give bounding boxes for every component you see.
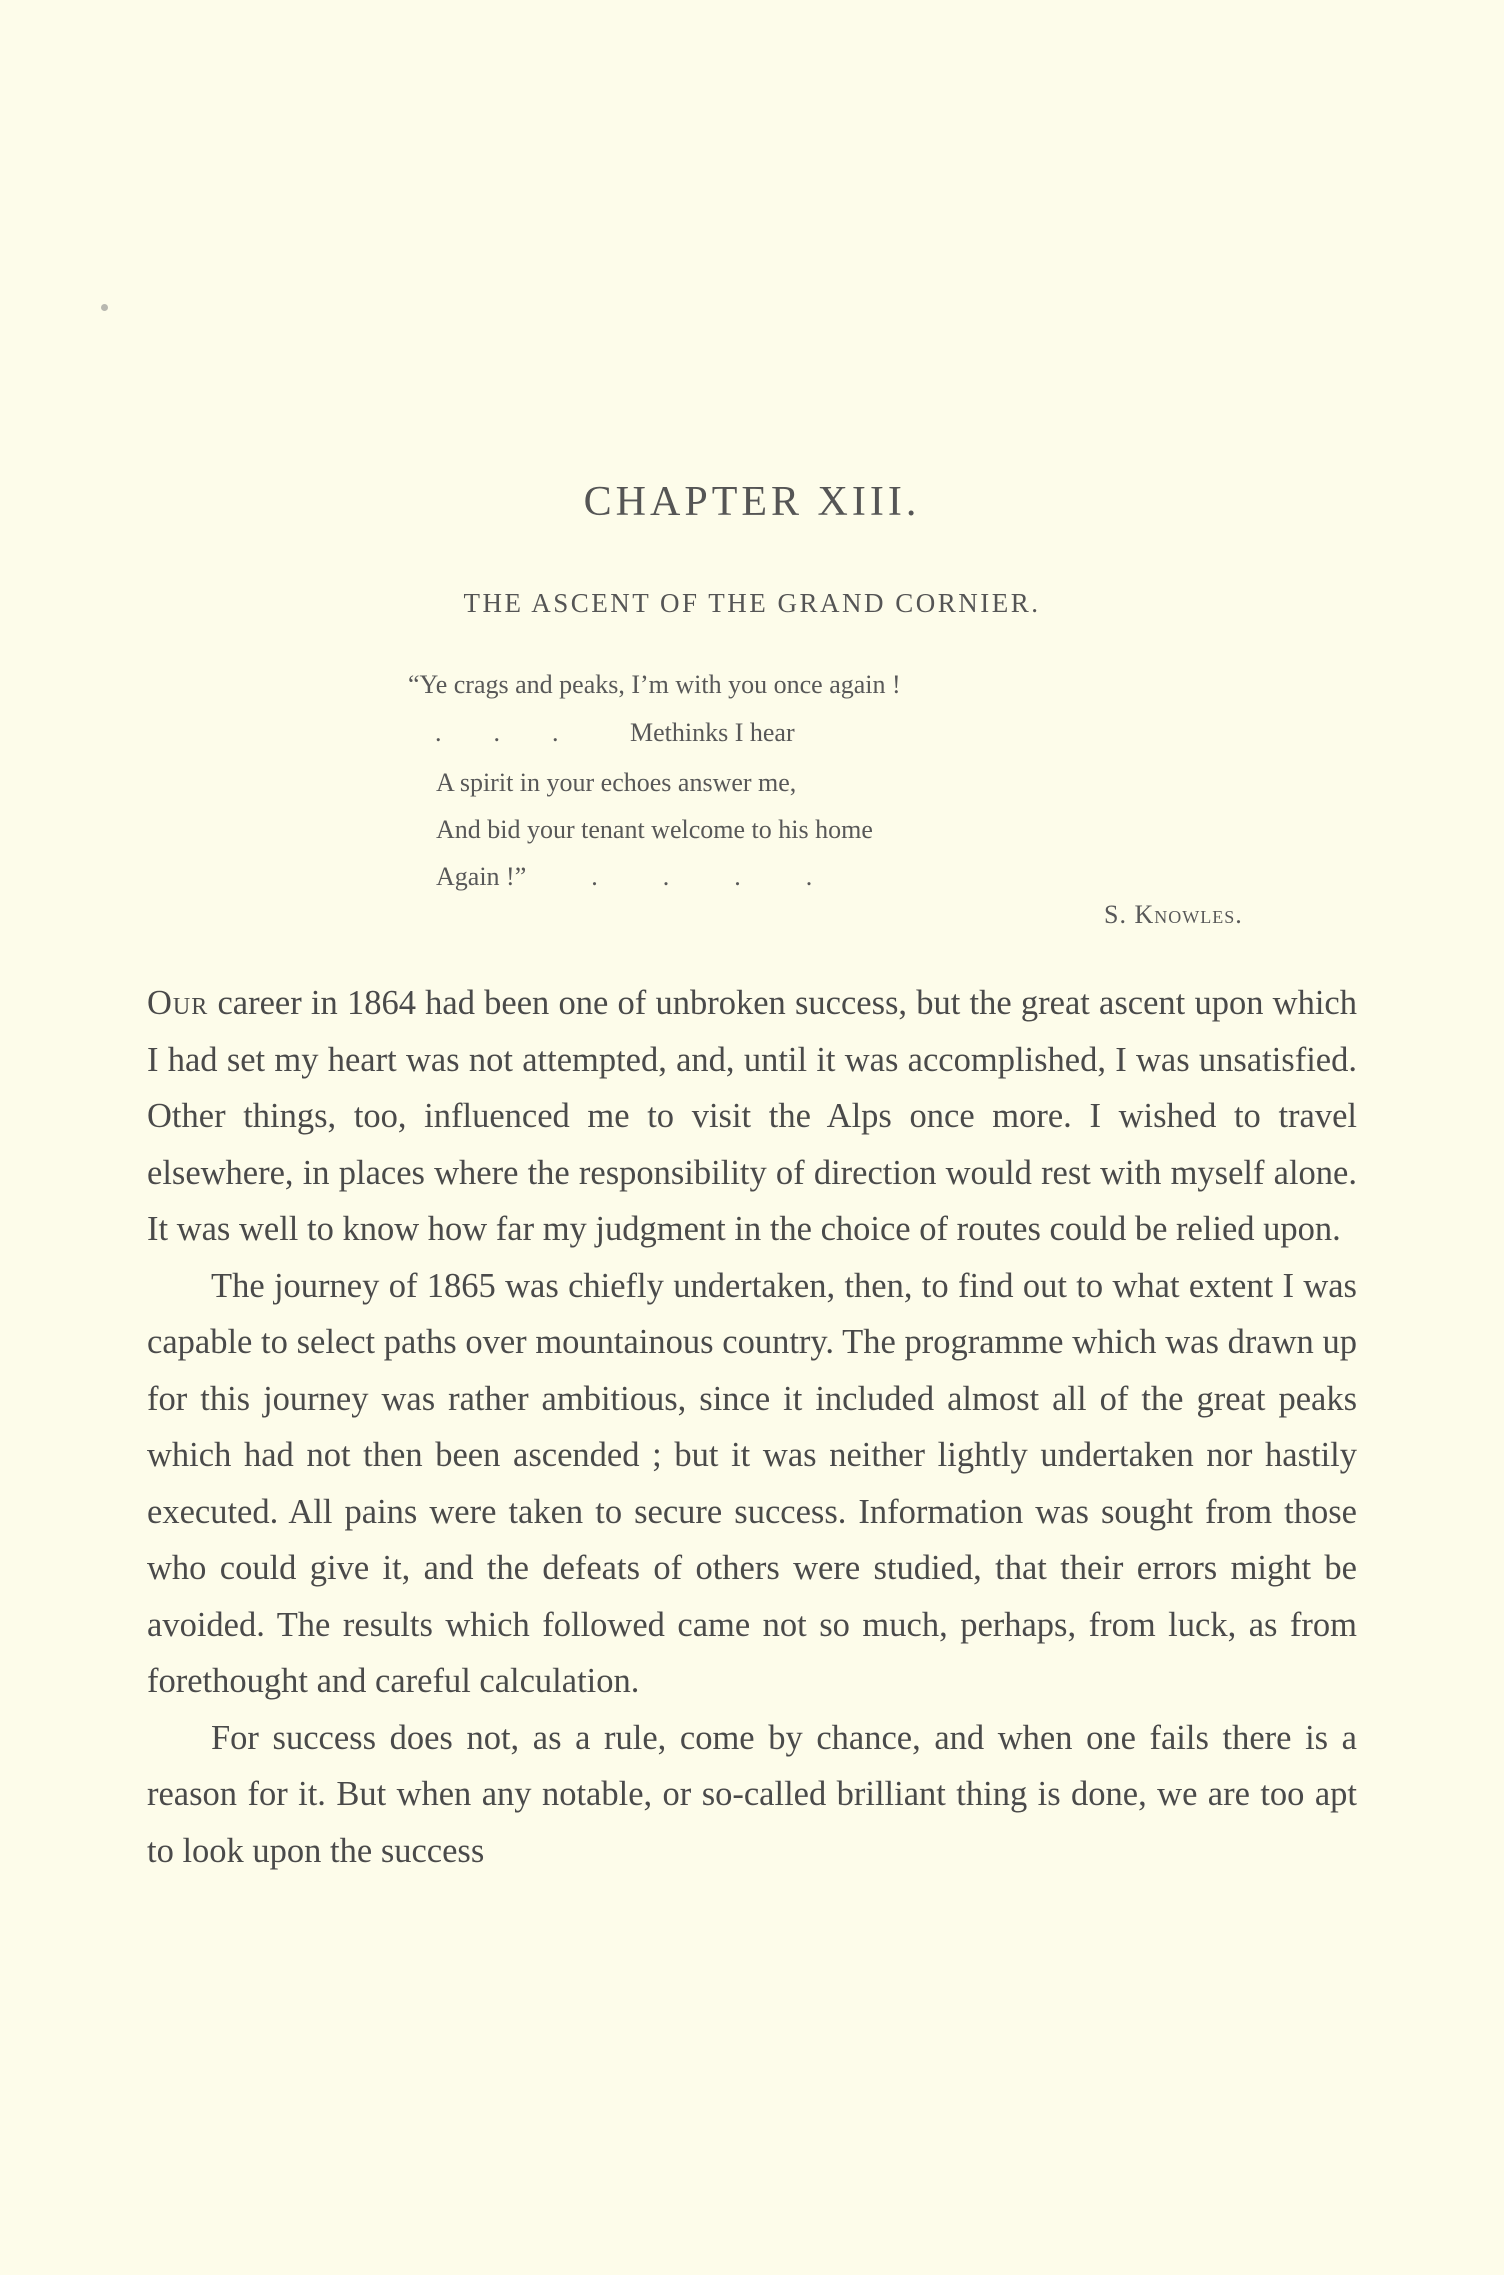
- paragraph-text: career in 1864 had been one of unbroken success, but the great ascent upon which I had set my heart was not attempted, and, until it was accomplished, I was unsatisfied. Other things, too, influenced me to visit the Alps once more. I wished to travel elsewhere, in places where the responsibility of direction would rest with myself alone. It was well to know how far my judgment in the choice of routes could be relied upon.: [147, 984, 1357, 1248]
- paragraph: [147, 1710, 1357, 1880]
- body-text: [147, 975, 1357, 1879]
- paragraph: [147, 1258, 1357, 1710]
- paragraph: [147, 975, 1357, 1258]
- paragraph-text: For success does not, as a rule, come by chance, and when one fails there is a reason for it. But when any notable, or so-called brilliant thing is done, we are too apt to look upon the success: [147, 1718, 1357, 1870]
- epigraph-line: A spirit in your echoes answer me,: [436, 768, 797, 797]
- epigraph-line: “Ye crags and peaks, I’m with you once again !: [408, 670, 901, 699]
- paragraph-text: The journey of 1865 was chiefly undertaken, then, to find out to what extent I was capable to select paths over mountainous country. The programme which was drawn up for this journey was rather ambitious, since it included almost all of the great peaks which had not then been ascended ; but it was neither lightly undertaken nor hastily executed. All pains were taken to secure success. Information was sought from those who could give it, and the defeats of others were studied, that their errors might be avoided. The results which followed came not so much, perhaps, from luck, as from forethought and careful calculation.: [147, 1266, 1357, 1700]
- epigraph-line: . . . Methinks I hear: [435, 718, 795, 747]
- chapter-title: CHAPTER XIII.: [583, 479, 921, 525]
- epigraph-line: And bid your tenant welcome to his home: [436, 815, 873, 844]
- epigraph-attribution: S. Knowles.: [1104, 900, 1243, 929]
- chapter-subtitle: THE ASCENT OF THE GRAND CORNIER.: [463, 588, 1041, 618]
- paper-speck: [101, 304, 108, 311]
- epigraph-line: Again !” . . . .: [436, 862, 813, 891]
- paragraph-lead-word: Our: [147, 984, 209, 1022]
